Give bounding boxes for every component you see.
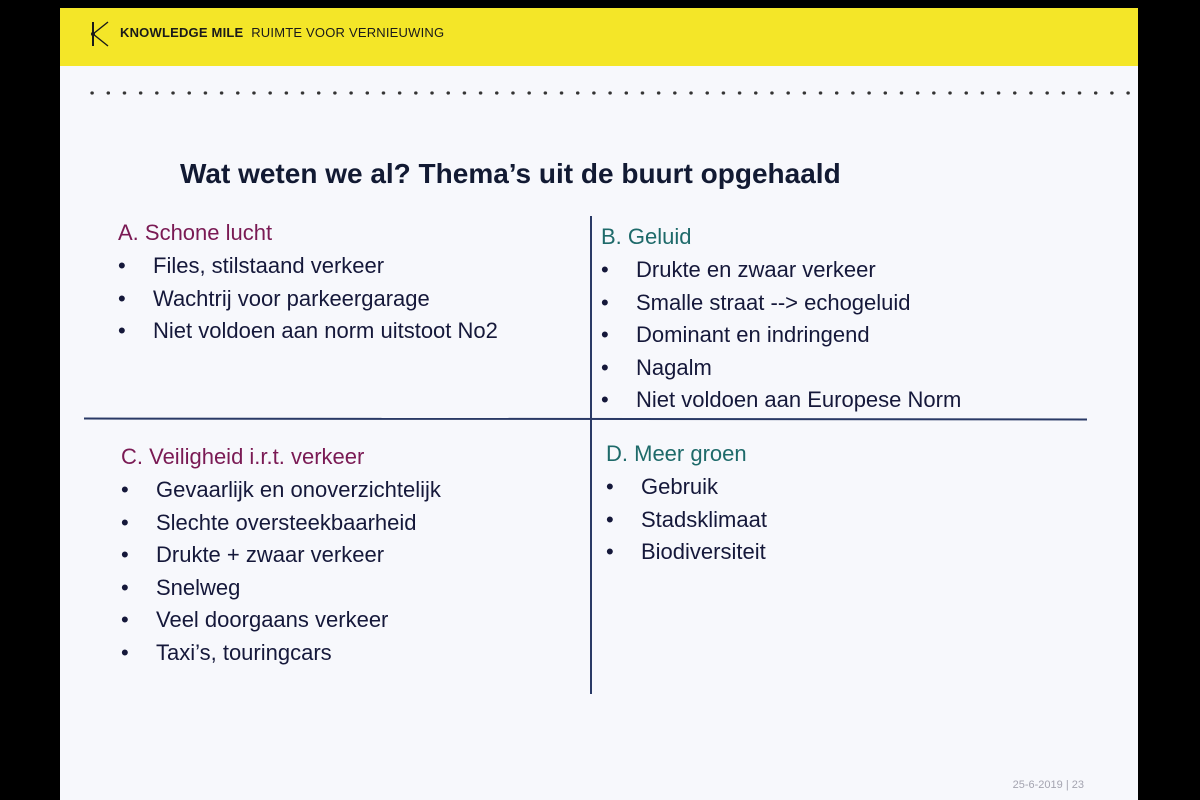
bullet-list bbox=[118, 250, 498, 348]
bullet-list bbox=[601, 254, 961, 417]
list-item: • Niet voldoen aan Europese Norm bbox=[601, 384, 961, 417]
quadrant-heading: C. Veiligheid i.r.t. verkeer bbox=[121, 444, 365, 469]
quadrant-heading: D. Meer groen bbox=[606, 441, 747, 466]
list-item: • Biodiversiteit bbox=[606, 536, 767, 569]
list-item: • Gevaarlijk en onoverzichtelijk bbox=[121, 474, 441, 507]
list-item: • Drukte en zwaar verkeer bbox=[601, 254, 961, 287]
list-item: • Smalle straat --> echogeluid bbox=[601, 287, 961, 320]
quadrant-heading: A. Schone lucht bbox=[118, 220, 273, 245]
quadrant-veiligheid bbox=[121, 444, 441, 670]
list-item: • Stadsklimaat bbox=[606, 504, 767, 537]
vertical-divider bbox=[590, 216, 592, 694]
header-bar bbox=[60, 8, 1138, 66]
footer-separator: | bbox=[1065, 779, 1069, 791]
presentation-slide bbox=[60, 8, 1138, 800]
quadrant-meer-groen bbox=[606, 441, 767, 569]
bullet-list bbox=[606, 471, 767, 569]
list-item: • Nagalm bbox=[601, 352, 961, 385]
list-item: • Slechte oversteekbaarheid bbox=[121, 507, 441, 540]
slide-title: Wat weten we al? Thema’s uit de buurt opgehaald bbox=[180, 158, 841, 189]
list-item: • Gebruik bbox=[606, 471, 767, 504]
brand-name: KNOWLEDGE MILE bbox=[120, 25, 244, 40]
list-item: • Veel doorgaans verkeer bbox=[121, 604, 441, 637]
horizontal-divider bbox=[84, 418, 1087, 421]
list-item: • Wachtrij voor parkeergarage bbox=[118, 283, 498, 316]
brand-text bbox=[120, 25, 444, 40]
list-item: • Dominant en indringend bbox=[601, 319, 961, 352]
brand-tagline: RUIMTE VOOR VERNIEUWING bbox=[251, 25, 445, 40]
dotted-divider bbox=[84, 90, 1136, 96]
quadrant-schone-lucht bbox=[118, 220, 498, 348]
slide-page-number: 23 bbox=[1071, 779, 1084, 791]
list-item: • Files, stilstaand verkeer bbox=[118, 250, 498, 283]
list-item: • Snelweg bbox=[121, 572, 441, 605]
slide-footer bbox=[1013, 779, 1084, 791]
list-item: • Taxi’s, touringcars bbox=[121, 637, 441, 670]
list-item: • Drukte + zwaar verkeer bbox=[121, 539, 441, 572]
quadrant-heading: B. Geluid bbox=[601, 224, 692, 249]
slide-date: 25-6-2019 bbox=[1012, 779, 1063, 791]
knowledge-mile-logo-icon bbox=[90, 21, 112, 47]
quadrant-geluid bbox=[601, 224, 961, 417]
list-item: • Niet voldoen aan norm uitstoot No2 bbox=[118, 315, 498, 348]
bullet-list bbox=[121, 474, 441, 670]
